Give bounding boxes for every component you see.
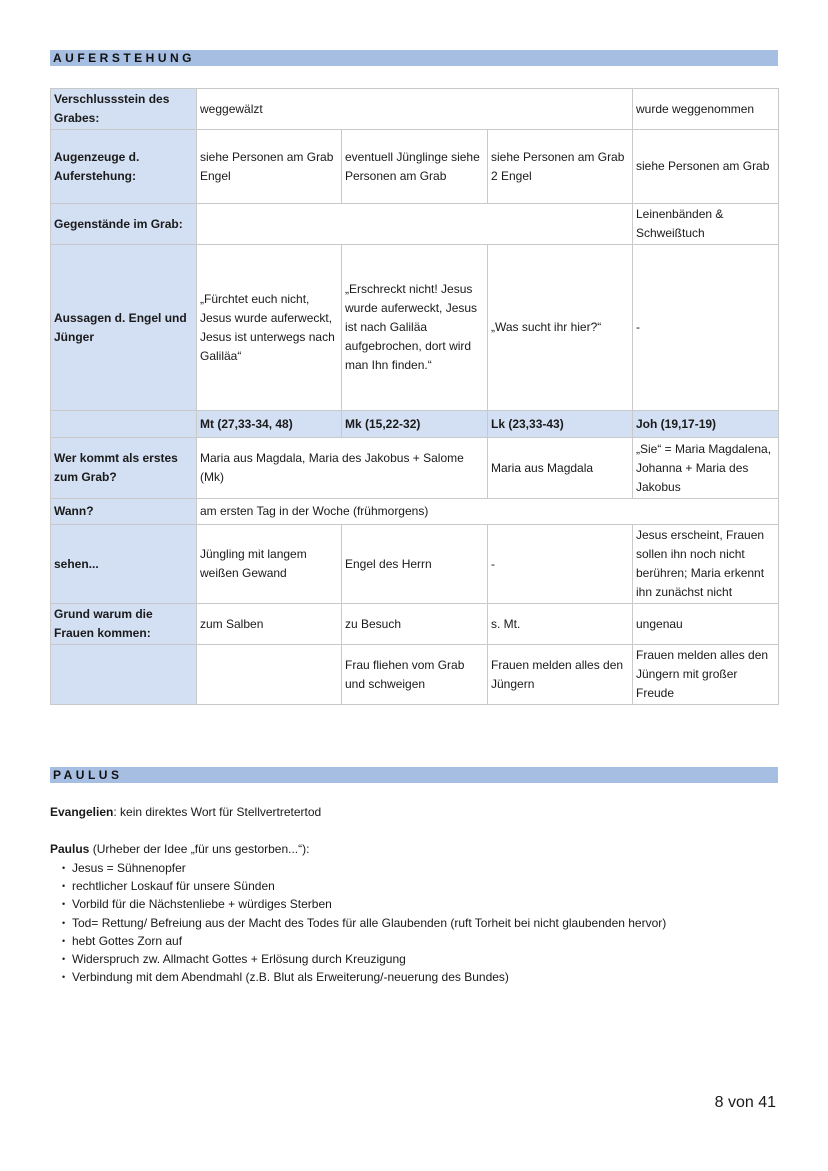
section-title-paulus: PAULUS xyxy=(50,767,778,783)
evangelien-line xyxy=(50,803,321,821)
cell-joh: ungenau xyxy=(633,604,779,645)
list-item: • Verbindung mit dem Abendmahl (z.B. Blut als Erweiterung/-neuerung des Bundes) xyxy=(62,968,666,986)
cell-merged xyxy=(197,204,633,245)
row-label: Wer kommt als erstes zum Grab? xyxy=(51,438,197,499)
list-item: • Widerspruch zw. Allmacht Gottes + Erlösung durch Kreuzigung xyxy=(62,950,666,968)
list-item: • Vorbild für die Nächstenliebe + würdiges Sterben xyxy=(62,895,666,913)
cell-joh: Frauen melden alles den Jüngern mit großer Freude xyxy=(633,645,779,705)
cell-joh: - xyxy=(633,245,779,411)
row-label: Aussagen d. Engel und Jünger xyxy=(51,245,197,411)
auferstehung-table xyxy=(50,88,779,411)
table-row xyxy=(51,499,779,525)
cell-mk: eventuell Jünglinge siehe Personen am Grab xyxy=(342,130,488,204)
header-mk: Mk (15,22-32) xyxy=(342,411,488,438)
table-row xyxy=(51,525,779,604)
table-row xyxy=(51,204,779,245)
table-header-row xyxy=(51,411,779,438)
table-row xyxy=(51,645,779,705)
table-row xyxy=(51,130,779,204)
row-label xyxy=(51,645,197,705)
list-item: • Jesus = Sühnenopfer xyxy=(62,859,666,877)
cell-merged: weggewälzt xyxy=(197,89,633,130)
cell-mt: „Fürchtet euch nicht, Jesus wurde auferweckt, Jesus ist unterwegs nach Galiläa“ xyxy=(197,245,342,411)
cell-lk: siehe Personen am Grab 2 Engel xyxy=(488,130,633,204)
paulus-label: Paulus xyxy=(50,842,90,856)
row-label: sehen... xyxy=(51,525,197,604)
cell-joh: wurde weggenommen xyxy=(633,89,779,130)
cell-lk: „Was sucht ihr hier?“ xyxy=(488,245,633,411)
list-item: • rechtlicher Loskauf für unsere Sünden xyxy=(62,877,666,895)
row-label: Grund warum die Frauen kommen: xyxy=(51,604,197,645)
row-label: Gegenstände im Grab: xyxy=(51,204,197,245)
cell-joh: siehe Personen am Grab xyxy=(633,130,779,204)
header-mt: Mt (27,33-34, 48) xyxy=(197,411,342,438)
cell-all: am ersten Tag in der Woche (frühmorgens) xyxy=(197,499,779,525)
paulus-line xyxy=(50,840,309,858)
paulus-text: (Urheber der Idee „für uns gestorben...“): xyxy=(89,842,310,856)
section-title-auferstehung: AUFERSTEHUNG xyxy=(50,50,778,66)
row-label: Wann? xyxy=(51,499,197,525)
list-item: • Tod= Rettung/ Befreiung aus der Macht des Todes für alle Glaubenden (ruft Torheit bei nicht glaubenden hervor) xyxy=(62,914,666,932)
evangelien-text: : kein direktes Wort für Stellvertretertod xyxy=(113,805,322,819)
cell-mt: Jüngling mit langem weißen Gewand xyxy=(197,525,342,604)
row-label: Augenzeuge d. Auferstehung: xyxy=(51,130,197,204)
table-row xyxy=(51,89,779,130)
cell-joh: Jesus erscheint, Frauen sollen ihn noch nicht berühren; Maria erkennt ihn zunächst nicht xyxy=(633,525,779,604)
cell-mt xyxy=(197,645,342,705)
cell-mk: Engel des Herrn xyxy=(342,525,488,604)
cell-lk: Maria aus Magdala xyxy=(488,438,633,499)
cell-mk: „Erschreckt nicht! Jesus wurde auferweckt, Jesus ist nach Galiläa aufgebrochen, dort wird man Ihn finden.“ xyxy=(342,245,488,411)
cell-joh: „Sie“ = Maria Magdalena, Johanna + Maria des Jakobus xyxy=(633,438,779,499)
cell-joh: Leinenbänden & Schweißtuch xyxy=(633,204,779,245)
table-row xyxy=(51,604,779,645)
cell-mk: Frau fliehen vom Grab und schweigen xyxy=(342,645,488,705)
table-row xyxy=(51,438,779,499)
cell-mk: zu Besuch xyxy=(342,604,488,645)
header-label xyxy=(51,411,197,438)
cell-mt: zum Salben xyxy=(197,604,342,645)
cell-lk: s. Mt. xyxy=(488,604,633,645)
header-lk: Lk (23,33-43) xyxy=(488,411,633,438)
cell-mt-mk: Maria aus Magdala, Maria des Jakobus + Salome (Mk) xyxy=(197,438,488,499)
table-row xyxy=(51,245,779,411)
list-item: • hebt Gottes Zorn auf xyxy=(62,932,666,950)
cell-mt: siehe Personen am Grab Engel xyxy=(197,130,342,204)
page-number: 8 von 41 xyxy=(714,1094,776,1111)
cell-lk: - xyxy=(488,525,633,604)
comparison-table xyxy=(50,410,779,705)
header-joh: Joh (19,17-19) xyxy=(633,411,779,438)
row-label: Verschlussstein des Grabes: xyxy=(51,89,197,130)
paulus-bullet-list xyxy=(62,859,666,986)
cell-lk: Frauen melden alles den Jüngern xyxy=(488,645,633,705)
evangelien-label: Evangelien xyxy=(50,805,114,819)
